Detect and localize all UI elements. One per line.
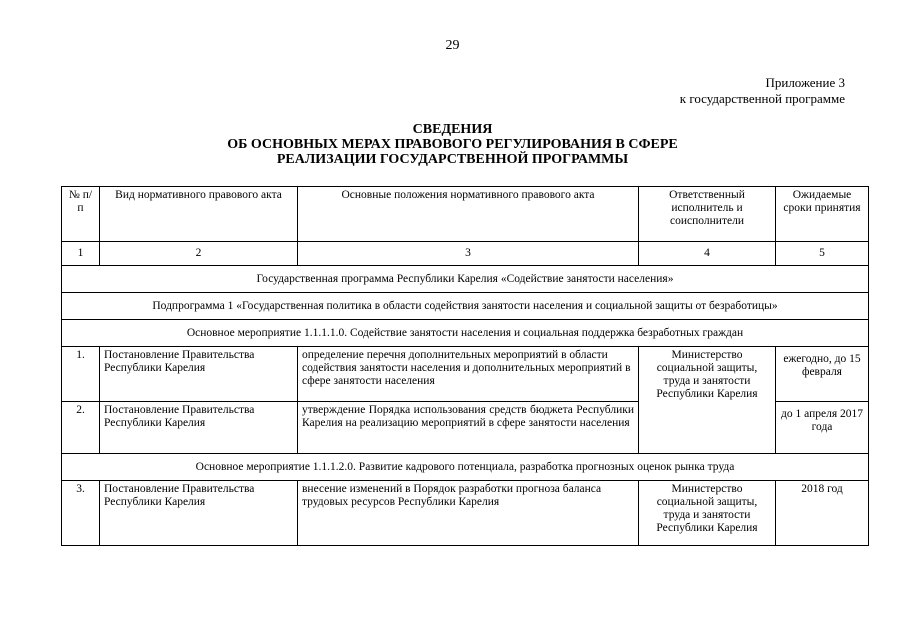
row-num: 2. xyxy=(62,402,100,454)
row-provisions: утверждение Порядка использования средств бюджета Республики Карелия на реализацию мероприятий в сфере занятости населения xyxy=(298,402,639,454)
row-provisions: определение перечня дополнительных мероприятий в области содействия занятости населения и дополнительных мероприятий в сфере занятости населения xyxy=(298,347,639,402)
legal-measures-table xyxy=(61,186,869,546)
subprogram-title: Подпрограмма 1 «Государственная политика в области содействия занятости населения и социальной защиты от безработицы» xyxy=(62,293,869,320)
row-executor: Министерство социальной защиты, труда и занятости Республики Карелия xyxy=(639,481,776,546)
column-number: 3 xyxy=(298,242,639,266)
row-act-type: Постановление Правительства Республики Карелия xyxy=(100,481,298,546)
column-number: 2 xyxy=(100,242,298,266)
column-number: 1 xyxy=(62,242,100,266)
appendix-caption xyxy=(680,75,845,107)
row-provisions: внесение изменений в Порядок разработки прогноза баланса трудовых ресурсов Республики Карелия xyxy=(298,481,639,546)
column-number-row xyxy=(62,242,869,266)
activity-title: Основное мероприятие 1.1.1.1.0. Содействие занятости населения и социальная поддержка безработных граждан xyxy=(62,320,869,347)
activity-row xyxy=(62,320,869,347)
title-line-3: РЕАЛИЗАЦИИ ГОСУДАРСТВЕННОЙ ПРОГРАММЫ xyxy=(276,152,629,167)
row-act-type: Постановление Правительства Республики Карелия xyxy=(100,347,298,402)
activity-title: Основное мероприятие 1.1.1.2.0. Развитие кадрового потенциала, разработка прогнозных оценок рынка труда xyxy=(62,454,869,481)
column-number: 4 xyxy=(639,242,776,266)
row-executor: Министерство социальной защиты, труда и занятости Республики Карелия xyxy=(639,347,776,454)
program-title: Государственная программа Республики Карелия «Содействие занятости населения» xyxy=(62,266,869,293)
table-row xyxy=(62,347,869,402)
row-num: 3. xyxy=(62,481,100,546)
row-dates: ежегодно, до 15 февраля xyxy=(776,347,869,402)
title-line-1: СВЕДЕНИЯ xyxy=(412,122,493,137)
appendix-line-1: Приложение 3 xyxy=(765,75,845,90)
row-dates: до 1 апреля 2017 года xyxy=(776,402,869,454)
header-executor: Ответственный исполнитель и соисполнители xyxy=(639,187,776,242)
header-act-type: Вид нормативного правового акта xyxy=(100,187,298,242)
row-dates: 2018 год xyxy=(776,481,869,546)
table-row xyxy=(62,481,869,546)
row-num: 1. xyxy=(62,347,100,402)
page-number: 29 xyxy=(445,38,460,53)
row-act-type: Постановление Правительства Республики Карелия xyxy=(100,402,298,454)
subprogram-row xyxy=(62,293,869,320)
program-row xyxy=(62,266,869,293)
table-header-row xyxy=(62,187,869,242)
appendix-line-2: к государственной программе xyxy=(679,91,845,106)
activity-row xyxy=(62,454,869,481)
header-dates: Ожидаемые сроки принятия xyxy=(776,187,869,242)
column-number: 5 xyxy=(776,242,869,266)
header-num: № п/п xyxy=(62,187,100,242)
document-title xyxy=(0,122,905,167)
title-line-2: ОБ ОСНОВНЫХ МЕРАХ ПРАВОВОГО РЕГУЛИРОВАНИЯ В СФЕРЕ xyxy=(227,137,678,152)
header-provisions: Основные положения нормативного правового акта xyxy=(298,187,639,242)
